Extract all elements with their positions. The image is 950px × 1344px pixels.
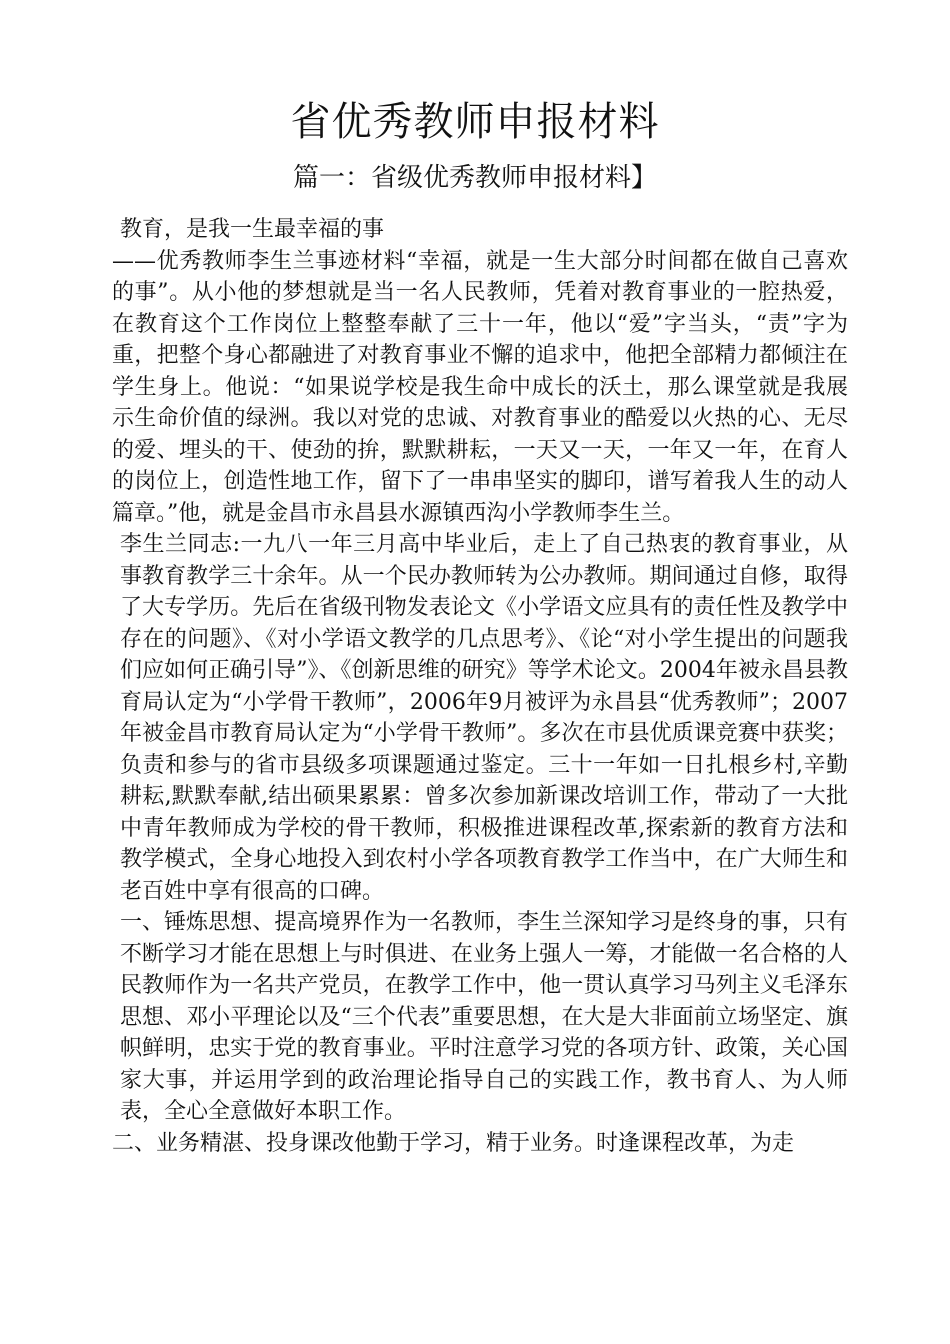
paragraph-opening-line: 教育，是我一生最幸福的事 bbox=[120, 217, 385, 242]
document-body bbox=[112, 214, 848, 1159]
document-subtitle: 篇一：省级优秀教师申报材料】 bbox=[292, 163, 657, 193]
document-title: 省优秀教师申报材料 bbox=[290, 99, 660, 145]
paragraph-section-one: 一、锤炼思想、提高境界作为一名教师，李生兰深知学习是终身的事，只有不断学习才能在思想上与时俱进、在业务上强人一筹，才能做一名合格的人民教师作为一名共产党员，在教学工作中，他一贯认真学习马列主义毛泽东思想、邓小平理论以及“三个代表”重要思想，在大是大非面前立场坚定、旗帜鲜明，忠实于党的教育事业。平时注意学习党的各项方针、政策，关心国家大事，并运用学到的政治理论指导自己的实践工作，教书育人、为人师表，全心全意做好本职工作。 bbox=[120, 910, 848, 1124]
paragraph-section-two: 二、业务精湛、投身课改他勤于学习，精于业务。时逢课程改革，为走 bbox=[112, 1130, 795, 1156]
paragraph-introduction: ——优秀教师李生兰事迹材料“幸福，就是一生大部分时间都在做自己喜欢的事”。从小他的梦想就是当一名人民教师，凭着对教育事业的一腔热爱，在教育这个工作岗位上整整奉献了三十一年，他以“爱”字当头，“责”字为重，把整个身心都融进了对教育事业不懈的追求中，他把全部精力都倾注在学生身上。他说：“如果说学校是我生命中成长的沃土，那么课堂就是我展示生命价值的绿洲。我以对党的忠诚、对教育事业的酷爱以火热的心、无尽的爱、埋头的干、使劲的拚，默默耕耘，一天又一天，一年又一年，在育人的岗位上，创造性地工作，留下了一串串坚实的脚印，谱写着我人生的动人篇章。”他，就是金昌市永昌县水源镇西沟小学教师李生兰。 bbox=[112, 248, 848, 526]
paragraph-biography: 李生兰同志:一九八一年三月高中毕业后，走上了自己热衷的教育事业，从事教育教学三十余年。从一个民办教师转为公办教师。期间通过自修，取得了大专学历。先后在省级刊物发表论文《小学语文应具有的责任性及教学中存在的问题》、《对小学语文教学的几点思考》、《论“对小学生提出的问题我们应如何正确引导”》、《创新思维的研究》等学术论文。2004年被永昌县教育局认定为“小学骨干教师”，2006年9月被评为永昌县“优秀教师”；2007年被金昌市教育局认定为“小学骨干教师”。多次在市县优质课竞赛中获奖；负责和参与的省市县级多项课题通过鉴定。三十一年如一日扎根乡村,辛勤耕耘,默默奉献,结出硕果累累：曾多次参加新课改培训工作，带动了一大批中青年教师成为学校的骨干教师，积极推进课程改革,探索新的教育方法和教学模式，全身心地投入到农村小学各项教育教学工作当中，在广大师生和老百姓中享有很高的口碑。 bbox=[120, 532, 848, 904]
